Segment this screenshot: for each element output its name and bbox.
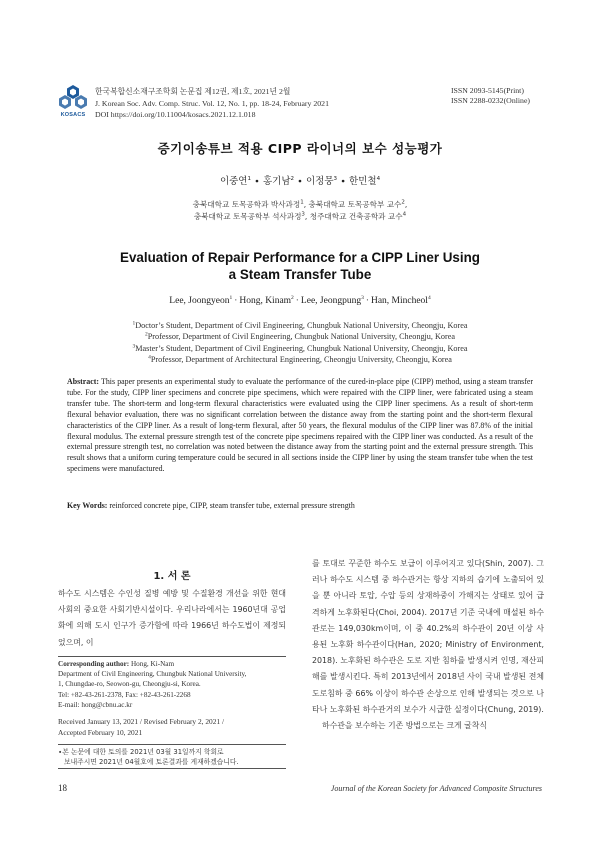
title-english-line-2: a Steam Transfer Tube — [228, 267, 372, 282]
author-en-4: Han, Mincheol — [370, 296, 428, 306]
corr-phone: Tel: +82-43-261-2378, Fax: +82-43-261-2268 — [58, 690, 191, 699]
author-en-3: Lee, Jeongpung — [300, 296, 362, 306]
author-kr-4: 한민철 — [349, 176, 377, 187]
affiliations-english — [0, 320, 600, 365]
separator-rule — [58, 656, 286, 657]
body-paragraph-2: 하수관을 보수하는 기존 방법으로는 크게 굴착식 — [322, 721, 487, 731]
abstract — [67, 377, 533, 475]
affiliation-en-4: $^4$Professor, Department of Architectural Engineering, Cheongju University, Cheongju, Korea — [148, 354, 452, 364]
corr-email[interactable]: E-mail: hong@cbnu.ac.kr — [58, 700, 133, 709]
keywords-text: reinforced concrete pipe, CIPP, steam transfer tube, external pressure strength — [109, 501, 355, 510]
corr-name: Hong, Ki-Nam — [130, 660, 175, 668]
affiliations-korean: 충북대학교 토목공학과 박사과정$^1$, 충북대학교 토목공학부 교수$^2$, 충북대학교 토목공학부 석사과정$^3$, 청주대학교 건축공학과 교수$^4$ — [192, 199, 408, 221]
author-en-1: Lee, Joongyeon — [169, 296, 230, 306]
affiliation-kr-2: 충북대학교 토목공학부 교수 — [308, 200, 402, 209]
note-bottom-rule — [58, 768, 286, 769]
title-english — [0, 249, 600, 283]
author-en-2: Hong, Kinam — [239, 296, 292, 306]
author-kr-3: 이정뭉 — [306, 176, 334, 187]
affiliation-kr-4: 청주대학교 건축공학과 교수 — [309, 212, 403, 221]
title-english-line-1: Evaluation of Repair Performance for a CIPP Liner Using — [120, 250, 480, 265]
journal-name-en: J. Korean Soc. Adv. Comp. Struc. Vol. 12, No. 1, pp. 18-24, February 2021 — [95, 98, 329, 108]
body-text-right — [312, 556, 544, 734]
corr-label: Corresponding author: — [58, 660, 130, 668]
keywords-label: Key Words: — [67, 501, 108, 510]
body-text-left: 하수도 시스템은 수인성 질병 예방 및 수질환경 개선을 위한 현대사회의 중요한 사회기반시설이다. 우리나라에서는 1960년대 공업화에 의해 도시 인구가 증가함에 따라 1966년 하수도법이 제정되었으며, 이 — [58, 589, 286, 647]
logo-text: KOSACS — [60, 112, 86, 118]
doi-link[interactable]: DOI https://doi.org/10.11004/kosacs.2021.12.1.018 — [95, 110, 256, 119]
issn-print: ISSN 2093-5145(Print) — [450, 86, 524, 95]
hexagon-logo-icon — [58, 84, 88, 112]
authors-korean: 이중연$^1$ ∙ 홍기남$^2$ ∙ 이정뭉$^3$ ∙ 한민철$^4$ — [219, 175, 381, 187]
issn-online: ISSN 2288-0232(Online) — [450, 96, 530, 105]
corr-address: 1, Chungdae-ro, Seowon-gu, Cheongju-si, Korea. — [58, 680, 201, 689]
section-title-introduction: 1. 서 론 — [153, 571, 191, 582]
keywords — [67, 501, 533, 512]
received-dates: Received January 13, 2021 / Revised February 2, 2021 / Accepted February 10, 2021 — [58, 717, 225, 737]
affiliation-en-1: $^1$Doctor’s Student, Department of Civil Engineering, Chungbuk National University, Cheongju, Korea — [132, 320, 468, 330]
affiliation-en-2: $^2$Professor, Department of Civil Engineering, Chungbuk National University, Cheongju, Korea — [145, 331, 455, 342]
author-kr-2: 홍기남 — [262, 176, 291, 187]
title-korean: 증기이송튜브 적용 CIPP 라이너의 보수 성능평가 — [157, 141, 443, 156]
authors-english: Lee, Joongyeon$^1$ ∙ Hong, Kinam$^2$ ∙ Lee, Jeongpung$^3$ ∙ Han, Mincheol$^4$ — [169, 294, 431, 306]
corr-dept: Department of Civil Engineering, Chungbuk National University, — [58, 670, 247, 679]
note-top-rule — [58, 744, 286, 745]
issn-info — [451, 86, 530, 106]
abstract-text: This paper presents an experimental study to evaluate the performance of the cured-in-place pipe (CIPP) method, using a steam transfer tube. For the study, CIPP liner specimens and concrete pipe specimens, which were repaired with the CIPP liner, were fabricated using a steam transfer tube. The short-term and long-term flexural characteristics were evaluated using the CIPP liner specimens. As a result of short-term flexural behavior evaluation, there was no significant correlation between the distance away from the starting point and the short-term flexural characteristics of the CIPP liner. As a result of long-term flexural, after 50 years, the flexural modulus of the CIPP liner was 87.8% of the initial flexural modulus. The external pressure strength test of the concrete pipe specimens repaired with the CIPP liner was conducted. As a result of the external pressure strength test, no correlation was noted between the distance away from the starting point and the external pressure strength. This result shows that a uniform curing temperature could be secured in all sections inside the CIPP liner by using the steam transfer tube when the test specimens were manufactured. — [67, 377, 533, 474]
affiliation-kr-3: 충북대학교 토목공학부 석사과정 — [193, 212, 302, 221]
correspondence — [58, 659, 286, 710]
affiliation-en-3: $^3$Master’s Student, Department of Civil Engineering, Chungbuk National University, Cheongju, Korea — [132, 342, 468, 353]
journal-logo — [58, 84, 88, 122]
discussion-note: ∙본 논문에 대한 토의를 2021년 03월 31일까지 학회로 보내주시면 2021년 04월호에 토론결과를 게재하겠습니다. — [58, 748, 239, 766]
body-paragraph-1: 를 토대로 꾸준한 하수도 보급이 이루어지고 있다(Shin, 2007). 그러나 하수도 시스템 중 하수관거는 항상 지하의 습기에 노출되어 있을 뿐 아니라 토압, 수압 등의 상재하중이 가해지는 상태로 있어 급격하게 노후화된다(Choi, 2004). 2017년 기준 국내에 매설된 하수관로는 149,030km이며, 이 중 40.2%의 하수관이 20년 이상 사용된 노후화 하수관이다(Han, 2020; Ministry of Environment, 2018). 노후화된 하수관은 도로 지반 침하를 발생시켜 인명, 재산피해를 발생시킨다. 특히 2013년에서 2018년 사이 국내 발생된 전체 도로침하 중 66% 이상이 하수관 손상으로 인해 발생되는 것으로 나타나 노후화된 하수관거의 보수가 시급한 실정이다(Chung, 2019). — [312, 559, 544, 714]
journal-name-kr: 한국복합신소재구조학회 논문집 제12권, 제1호, 2021년 2월 — [95, 87, 291, 96]
author-kr-1: 이중연 — [219, 176, 248, 187]
abstract-label: Abstract: — [67, 377, 99, 386]
affiliation-kr-1: 충북대학교 토목공학과 박사과정 — [192, 200, 301, 209]
journal-info — [95, 86, 329, 121]
footer-journal-name: Journal of the Korean Society for Advanced Composite Structures — [330, 784, 542, 793]
page-number: 18 — [58, 783, 67, 793]
